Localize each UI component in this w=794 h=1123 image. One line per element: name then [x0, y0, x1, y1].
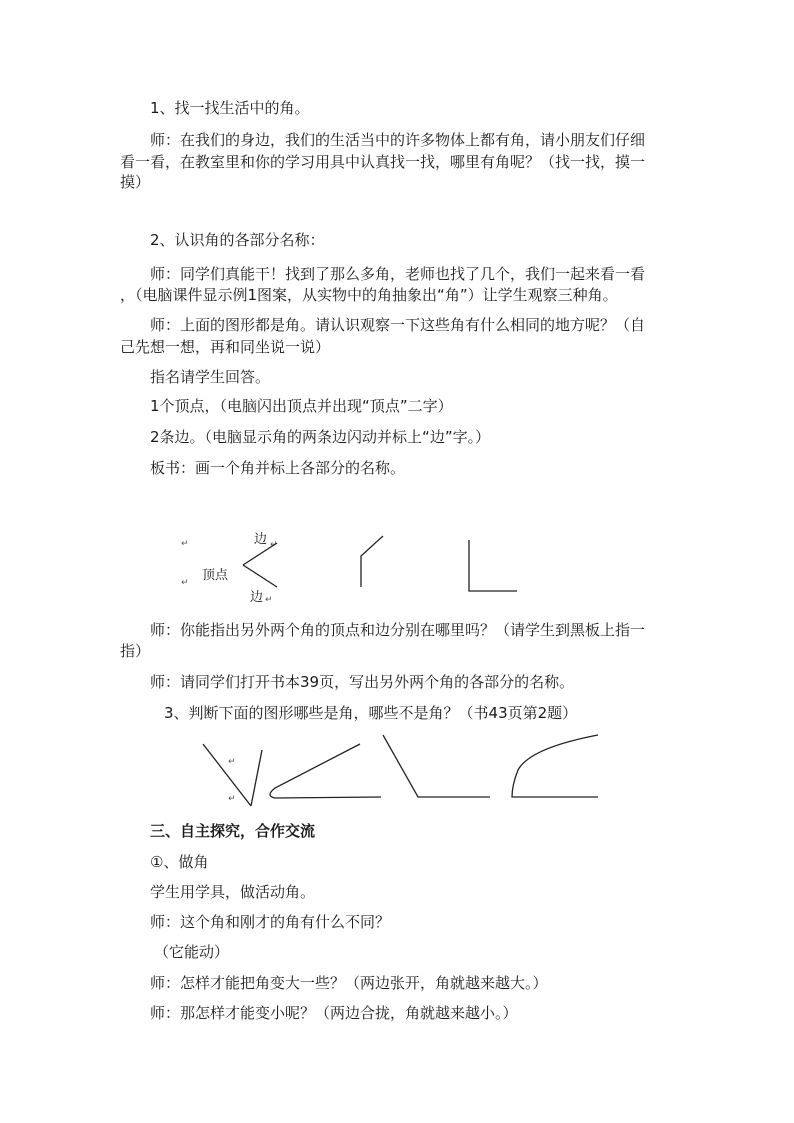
text-p7: 1个顶点，（电脑闪出顶点并出现“顶点”二字）: [150, 397, 453, 415]
judge-shape-3: [383, 735, 490, 797]
label-side-bottom: 边: [250, 590, 264, 605]
text-p16: 师：这个角和刚才的角有什么不同？: [150, 913, 391, 931]
angle-right: [469, 540, 517, 591]
text-p10-line1: 师：你能指出另外两个角的顶点和边分别在哪里吗？（请学生到黑板上指一: [150, 621, 646, 639]
para-mark-6: ↵: [228, 794, 236, 804]
text-p6: 指名请学生回答。: [150, 368, 271, 386]
text-p18: 师：怎样才能把角变大一些？（两边张开，角就越来越大。）: [150, 974, 548, 992]
angle-obtuse: [361, 536, 383, 587]
text-p11: 师：请同学们打开书本39页，写出另外两个角的各部分的名称。: [150, 673, 575, 691]
judge-shape-4: [512, 735, 598, 797]
para-mark-1: ↵: [181, 539, 189, 549]
para-mark-5: ↵: [228, 757, 236, 767]
text-p4-line1: 师：同学们真能干！找到了那么多角，老师也找了几个，我们一起来看一看: [150, 265, 646, 283]
text-p17: （它能动）: [154, 943, 230, 961]
text-p5-line1: 师：上面的图形都是角。请认识观察一下这些角有什么相同的地方呢？（自: [150, 316, 646, 334]
text-p14: ①、做角: [150, 853, 209, 871]
angle-labeled-side-top: [243, 543, 277, 565]
text-p2-line2: 看一看，在教室里和你的学习用具中认真找一找，哪里有角呢？（找一找，摸一: [120, 153, 646, 171]
judge-shape-1: [203, 744, 262, 806]
text-p12: 3、判断下面的图形哪些是角，哪些不是角？（书43页第2题）: [164, 704, 578, 722]
label-side-top: 边: [254, 532, 268, 547]
text-p2-line1: 师：在我们的身边，我们的生活当中的许多物体上都有角，请小朋友们仔细: [150, 131, 646, 149]
angle-labeled-side-bottom: [243, 565, 277, 587]
para-mark-2: ↵: [181, 578, 189, 588]
text-p9: 板书：画一个角并标上各部分的名称。: [150, 459, 406, 477]
text-p1: 1、找一找生活中的角。: [150, 99, 310, 117]
label-vertex: 顶点: [202, 568, 229, 583]
section-heading: 三、自主探究，合作交流: [150, 822, 316, 840]
text-p3: 2、认识角的各部分名称：: [150, 231, 325, 249]
text-p4-line2: ，（电脑课件显示例1图案，从实物中的角抽象出“角”）让学生观察三种角。: [120, 286, 618, 304]
text-p2-line3: 摸）: [120, 173, 151, 191]
text-p15: 学生用学具，做活动角。: [150, 883, 316, 901]
text-p10-line2: 指）: [120, 642, 151, 660]
angle-labeled: [243, 543, 277, 587]
para-mark-4: ↵: [265, 595, 273, 605]
judge-shape-2: [270, 744, 381, 798]
text-p19: 师：那怎样才能变小呢？（两边合拢，角就越来越小。）: [150, 1004, 518, 1022]
text-p8: 2条边。（电脑显示角的两条边闪动并标上“边”字。）: [150, 428, 491, 446]
para-mark-3: ↵: [270, 540, 278, 550]
text-p5-line2: 己先想一想，再和同坐说一说）: [120, 338, 331, 356]
